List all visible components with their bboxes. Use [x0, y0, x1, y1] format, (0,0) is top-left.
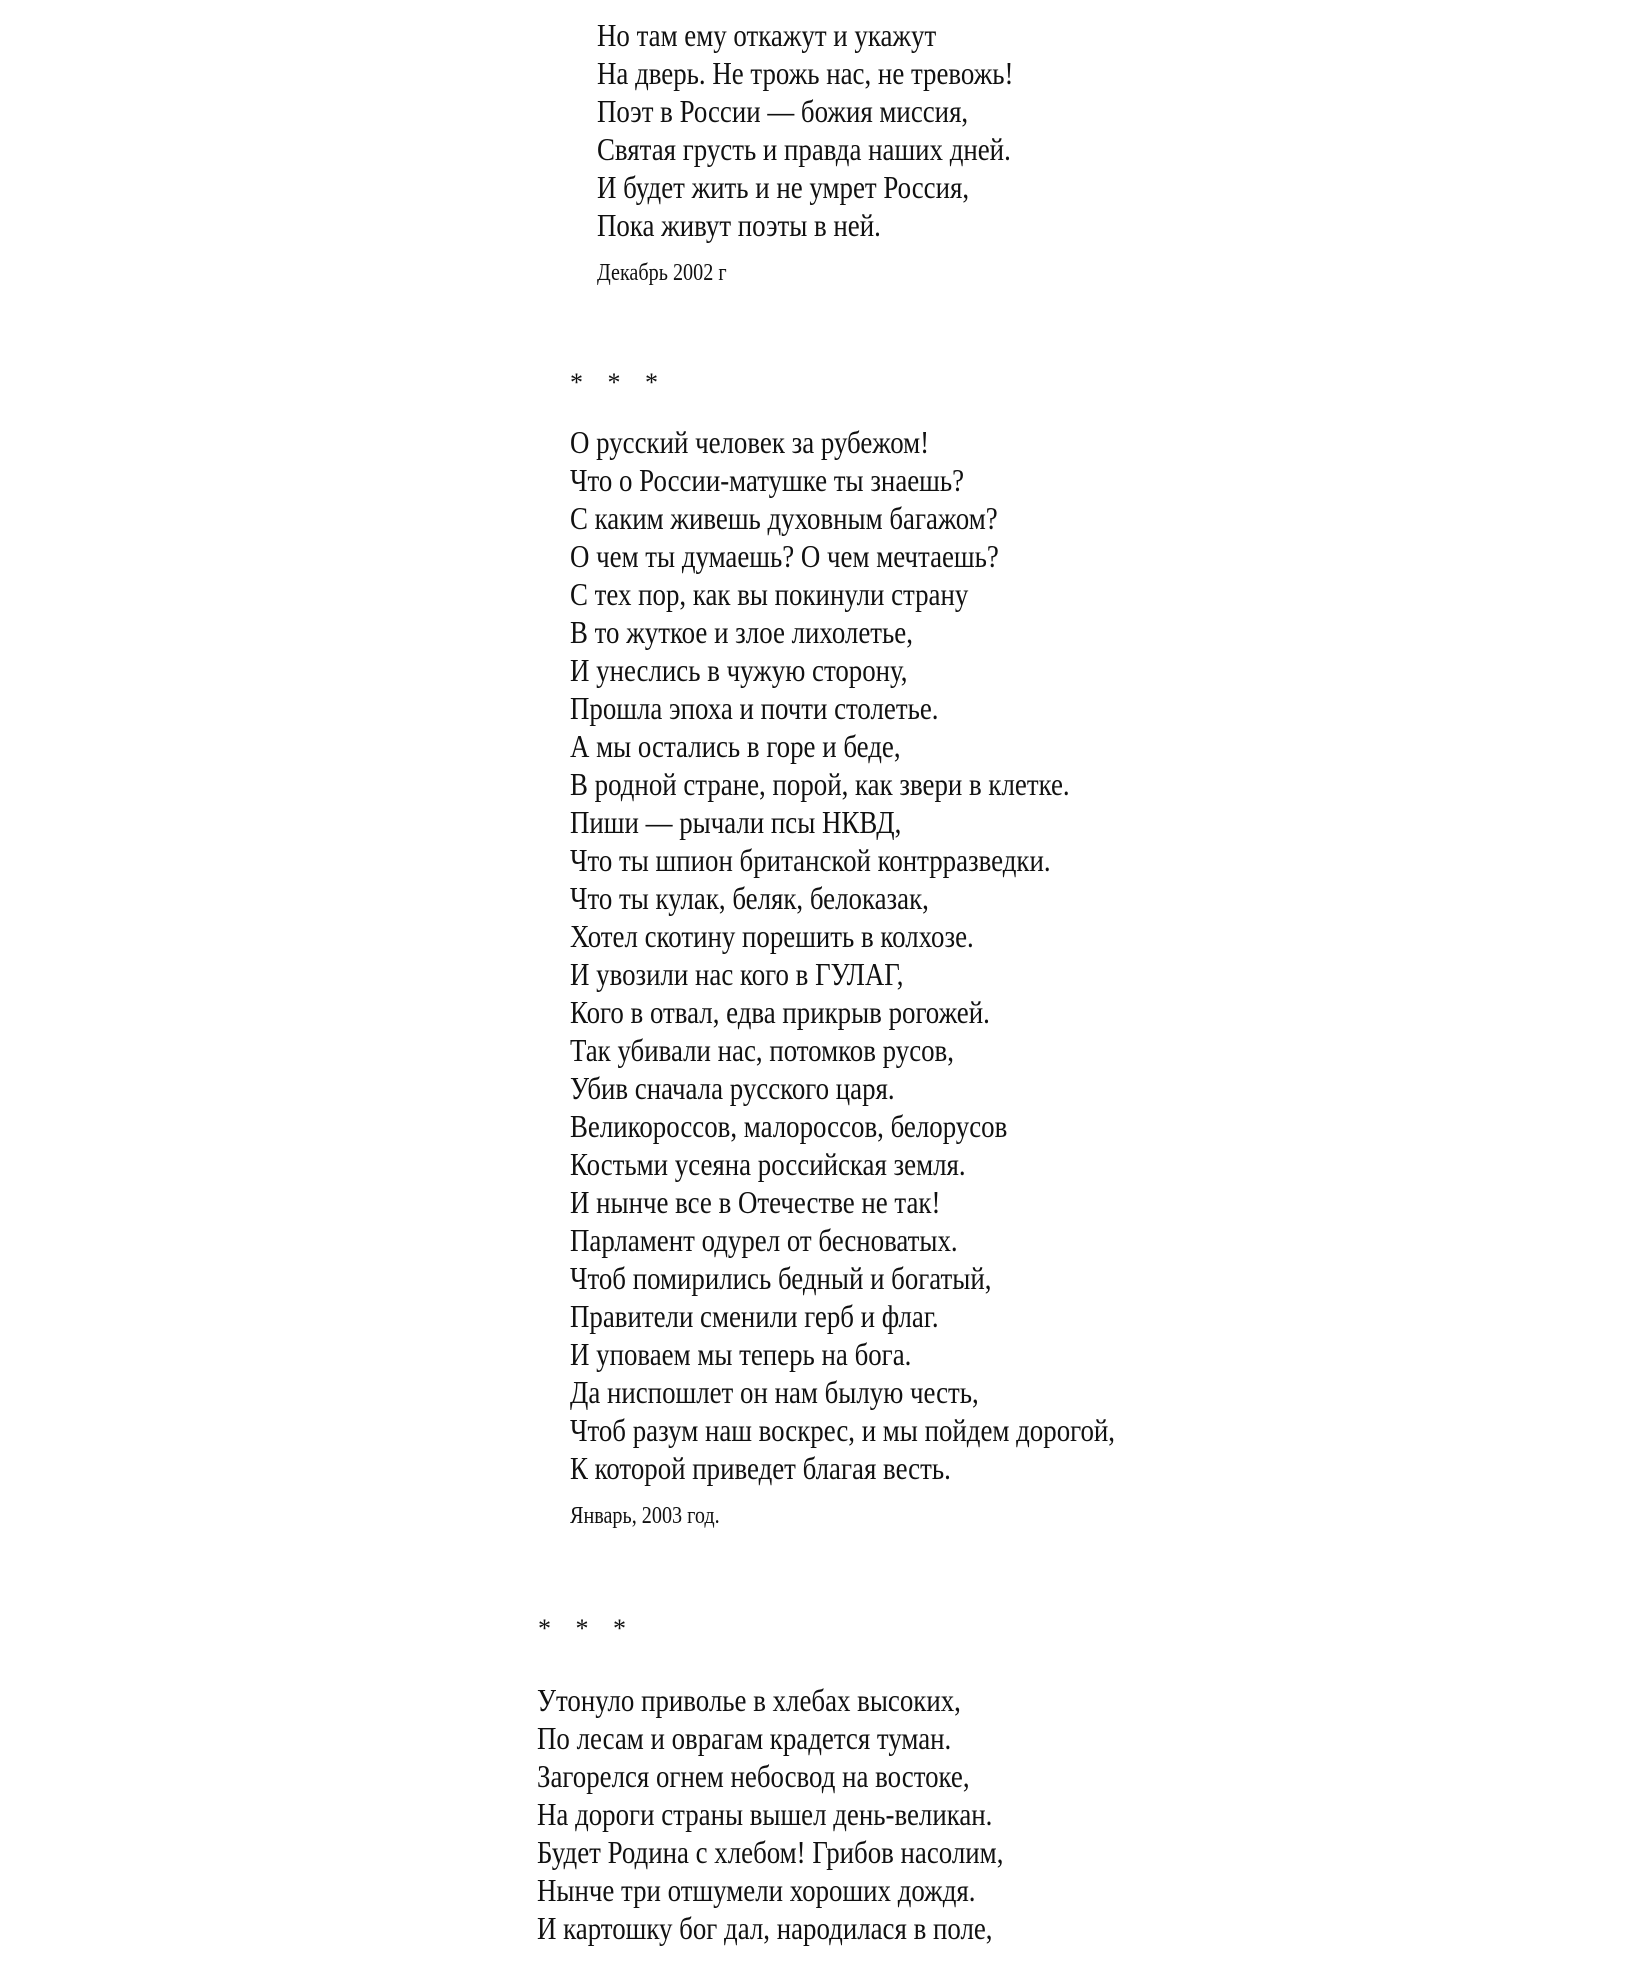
poem-line: И уповаем мы теперь на бога.: [570, 1336, 912, 1372]
poem-line: А мы остались в горе и беде,: [570, 728, 901, 764]
poem-russian-abroad: [570, 423, 1115, 1531]
poem-line: Но там ему откажут и укажут: [597, 17, 937, 53]
poem-line: К которой приведет благая весть.: [570, 1450, 951, 1486]
poem-line: С тех пор, как вы покинули страну: [570, 576, 969, 612]
poem-ending: [597, 16, 1013, 288]
poem-line: Парламент одурел от бесноватых.: [570, 1222, 958, 1258]
poem-line: Чтоб помирились бедный и богатый,: [570, 1260, 992, 1296]
poem-line: Правители сменили герб и флаг.: [570, 1298, 939, 1334]
poem-harvest: [537, 1681, 1003, 1947]
poem-line: Загорелся огнем небосвод на востоке,: [537, 1758, 970, 1794]
poem-line: Что о России-матушке ты знаешь?: [570, 462, 965, 498]
poem-line: Чтоб разум наш воскрес, и мы пойдем дорогой,: [570, 1412, 1116, 1448]
poem-line: Прошла эпоха и почти столетье.: [570, 690, 939, 726]
poem-line: Святая грусть и правда наших дней.: [597, 131, 1011, 167]
poem-line: На дверь. Не трожь нас, не тревожь!: [597, 55, 1014, 91]
poem-line: Будет Родина с хлебом! Грибов насолим,: [537, 1834, 1004, 1870]
poem-line: Так убивали нас, потомков русов,: [570, 1032, 954, 1068]
poem-line: И картошку бог дал, народилася в поле,: [537, 1910, 993, 1946]
poem-line: Хотел скотину порешить в колхозе.: [570, 918, 974, 954]
poem-line: Утонуло приволье в хлебах высоких,: [537, 1682, 961, 1718]
poem-line: О русский человек за рубежом!: [570, 424, 930, 460]
poem-line: Костьми усеяна российская земля.: [570, 1146, 966, 1182]
poem-line: В то жуткое и злое лихолетье,: [570, 614, 913, 650]
poem-date: Декабрь 2002 г: [597, 260, 727, 286]
poem-line: Что ты шпион британской контрразведки.: [570, 842, 1051, 878]
poem-line: И унеслись в чужую сторону,: [570, 652, 908, 688]
poem-line: И нынче все в Отечестве не так!: [570, 1184, 941, 1220]
poem-line: И будет жить и не умрет Россия,: [597, 169, 970, 205]
poem-line: И увозили нас кого в ГУЛАГ,: [570, 956, 904, 992]
poem-line: Убив сначала русского царя.: [570, 1070, 895, 1106]
poem-line: Поэт в России — божия миссия,: [597, 93, 969, 129]
poem-date: Январь, 2003 год.: [570, 1503, 720, 1529]
poem-line: Да ниспошлет он нам былую честь,: [570, 1374, 979, 1410]
poem-line: Что ты кулак, беляк, белоказак,: [570, 880, 929, 916]
poem-line: На дороги страны вышел день-великан.: [537, 1796, 993, 1832]
poem-line: Пиши — рычали псы НКВД,: [570, 804, 902, 840]
poem-line: Кого в отвал, едва прикрыв рогожей.: [570, 994, 990, 1030]
poem-line: О чем ты думаешь? О чем мечтаешь?: [570, 538, 999, 574]
poem-line: В родной стране, порой, как звери в клетке.: [570, 766, 1070, 802]
section-separator: * * *: [538, 1614, 626, 1643]
poem-line: По лесам и оврагам крадется туман.: [537, 1720, 952, 1756]
poem-line: Нынче три отшумели хороших дождя.: [537, 1872, 976, 1908]
poem-line: Пока живут поэты в ней.: [597, 207, 881, 243]
section-separator: * * *: [570, 368, 658, 397]
poem-line: Великороссов, малороссов, белорусов: [570, 1108, 1008, 1144]
poem-line: С каким живешь духовным багажом?: [570, 500, 998, 536]
